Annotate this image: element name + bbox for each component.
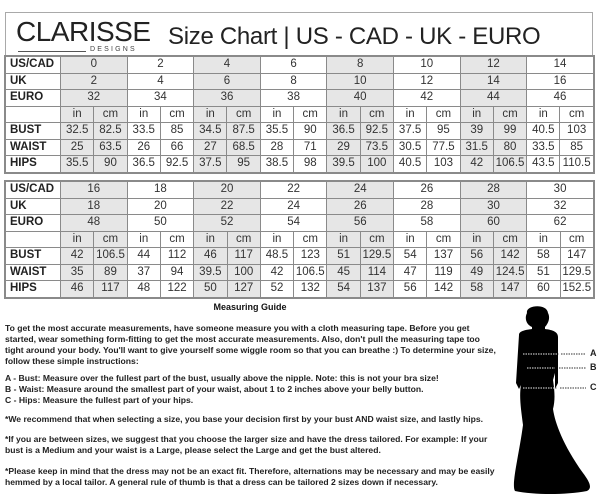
marker-b: B [590, 362, 597, 372]
bust-cm-cell: 87.5 [227, 123, 260, 140]
unit-cm: cm [294, 106, 327, 123]
bust-in-cell: 51 [327, 248, 360, 265]
hips-cm-cell: 98 [294, 156, 327, 173]
hips-in-cell: 40.5 [393, 156, 426, 173]
bust-in-cell: 46 [194, 248, 227, 265]
unit-in: in [327, 106, 360, 123]
size-cell: 42 [393, 90, 460, 107]
waist-cm-cell: 66 [160, 139, 193, 156]
bust-cm-cell: 112 [160, 248, 193, 265]
size-cell: 32 [527, 198, 594, 215]
size-cell: 18 [61, 198, 128, 215]
row-label: HIPS [6, 156, 61, 173]
hips-in-cell: 38.5 [260, 156, 293, 173]
unit-cm: cm [94, 106, 127, 123]
row-label: HIPS [6, 281, 61, 298]
size-cell: 16 [527, 73, 594, 90]
bust-cm-cell: 117 [227, 248, 260, 265]
row-us-cad [6, 182, 594, 199]
size-cell: 32 [61, 90, 128, 107]
waist-in-cell: 26 [127, 139, 160, 156]
unit-cm: cm [227, 106, 260, 123]
bust-cm-cell: 99 [493, 123, 526, 140]
guide-alterations-text: *Please keep in mind that the dress may not be an exact fit. Therefore, alternations may be necessary and may be easily hemmed by a local tailor. A general rule of thumb is that a dress can be tailored 2 sizes down if necessary. [5, 466, 495, 487]
waist-in-cell: 29 [327, 139, 360, 156]
guide-intro-text: To get the most accurate measurements, have someone measure you with a cloth measuring tape. Before you get started, wear something form-fitting to get the most accurate measurements. Also, don't pull the measuring tape too tight around your body. You'll want to give yourself some wiggle room so that you can breathe :) To determine your size, follow these simple instructions: [5, 323, 496, 366]
waist-in-cell: 49 [460, 264, 493, 281]
page-title: Size Chart | US - CAD - UK - EURO [168, 23, 541, 50]
hips-cm-cell: 95 [227, 156, 260, 173]
size-cell: 4 [127, 73, 194, 90]
bust-cm-cell: 129.5 [360, 248, 393, 265]
unit-cm: cm [493, 106, 526, 123]
waist-cm-cell: 129.5 [560, 264, 593, 281]
bust-in-cell: 40.5 [527, 123, 560, 140]
size-cell: 50 [127, 215, 194, 232]
bust-in-cell: 34.5 [194, 123, 227, 140]
row-label: EURO [6, 215, 61, 232]
hips-in-cell: 56 [394, 281, 427, 298]
row-units [6, 106, 594, 123]
hips-in-cell: 60 [527, 281, 560, 298]
size-cell: 30 [527, 182, 594, 199]
guide-step-c: C - Hips: Measure the fullest part of your hips. [5, 395, 194, 405]
size-cell: 58 [394, 215, 461, 232]
bust-cm-cell: 90 [294, 123, 327, 140]
row-label: UK [6, 73, 61, 90]
size-cell: 10 [393, 57, 460, 74]
unit-in: in [460, 106, 493, 123]
guide-alterations [5, 466, 500, 488]
row-label: WAIST [6, 264, 61, 281]
unit-cm: cm [160, 231, 193, 248]
hips-in-cell: 46 [61, 281, 94, 298]
bust-in-cell: 58 [527, 248, 560, 265]
guide-between-sizes [5, 434, 500, 456]
hips-cm-cell: 92.5 [160, 156, 193, 173]
size-cell: 44 [460, 90, 527, 107]
hips-cm-cell: 132 [294, 281, 327, 298]
size-cell: 48 [61, 215, 128, 232]
bust-in-cell: 48.5 [260, 248, 293, 265]
waist-in-cell: 27 [194, 139, 227, 156]
waist-in-cell: 51 [527, 264, 560, 281]
waist-in-cell: 45 [327, 264, 360, 281]
size-cell: 54 [260, 215, 327, 232]
unit-cm: cm [227, 231, 260, 248]
size-cell: 6 [194, 73, 261, 90]
waist-in-cell: 39.5 [194, 264, 227, 281]
waist-cm-cell: 71 [294, 139, 327, 156]
hips-cm-cell: 117 [94, 281, 127, 298]
bust-in-cell: 44 [127, 248, 160, 265]
bust-in-cell: 36.5 [327, 123, 360, 140]
size-cell: 34 [127, 90, 194, 107]
size-cell: 22 [194, 198, 261, 215]
unit-in: in [194, 106, 227, 123]
guide-recommendation [5, 414, 500, 425]
unit-in: in [194, 231, 227, 248]
size-table-2 [5, 181, 594, 298]
hips-cm-cell: 110.5 [560, 156, 593, 173]
size-cell: 6 [260, 57, 327, 74]
bust-cm-cell: 123 [294, 248, 327, 265]
size-cell: 14 [527, 57, 594, 74]
waist-in-cell: 37 [127, 264, 160, 281]
unit-cm: cm [160, 106, 193, 123]
hips-cm-cell: 142 [427, 281, 460, 298]
unit-in: in [61, 231, 94, 248]
hips-cm-cell: 147 [493, 281, 526, 298]
waist-cm-cell: 119 [427, 264, 460, 281]
guide-between-text: *If you are between sizes, we suggest that you choose the larger size and have the dress tailored. For example: If your bust is a Medium and your waist is a Large, please select the Large and get the bust altered. [5, 434, 488, 455]
size-table-1 [5, 56, 594, 173]
waist-cm-cell: 68.5 [227, 139, 260, 156]
hips-cm-cell: 127 [227, 281, 260, 298]
bust-in-cell: 35.5 [260, 123, 293, 140]
hips-in-cell: 50 [194, 281, 227, 298]
unit-in: in [260, 231, 293, 248]
waist-in-cell: 42 [260, 264, 293, 281]
row-hips [6, 156, 594, 173]
bust-in-cell: 32.5 [61, 123, 94, 140]
measuring-guide-title: Measuring Guide [213, 302, 287, 312]
logo-wordmark: CLARISSE [16, 16, 151, 47]
marker-a: A [590, 348, 597, 358]
row-label: WAIST [6, 139, 61, 156]
size-cell: 12 [393, 73, 460, 90]
clarisse-logo [16, 16, 151, 55]
bust-in-cell: 42 [61, 248, 94, 265]
waist-in-cell: 30.5 [393, 139, 426, 156]
hips-in-cell: 39.5 [327, 156, 360, 173]
bust-in-cell: 54 [394, 248, 427, 265]
size-cell: 46 [527, 90, 594, 107]
size-cell: 2 [127, 57, 194, 74]
unit-cm: cm [360, 106, 393, 123]
row-label: BUST [6, 123, 61, 140]
size-cell: 52 [194, 215, 261, 232]
waist-cm-cell: 73.5 [360, 139, 393, 156]
hips-cm-cell: 106.5 [493, 156, 526, 173]
size-cell: 2 [61, 73, 128, 90]
size-cell: 38 [260, 90, 327, 107]
hips-in-cell: 37.5 [194, 156, 227, 173]
unit-in: in [460, 231, 493, 248]
hips-in-cell: 54 [327, 281, 360, 298]
waist-in-cell: 47 [394, 264, 427, 281]
row-euro [6, 90, 594, 107]
unit-cm: cm [94, 231, 127, 248]
row-label: US/CAD [6, 57, 61, 74]
row-waist [6, 139, 594, 156]
unit-in: in [394, 231, 427, 248]
bust-cm-cell: 142 [493, 248, 526, 265]
unit-cm: cm [427, 231, 460, 248]
hips-in-cell: 58 [460, 281, 493, 298]
row-label-empty [6, 231, 61, 248]
size-cell: 26 [394, 182, 461, 199]
size-cell: 20 [127, 198, 194, 215]
unit-in: in [393, 106, 426, 123]
row-uk [6, 73, 594, 90]
row-bust [6, 248, 594, 265]
size-cell: 4 [194, 57, 261, 74]
hips-cm-cell: 137 [360, 281, 393, 298]
bust-cm-cell: 95 [427, 123, 460, 140]
hips-cm-cell: 122 [160, 281, 193, 298]
waist-in-cell: 35 [61, 264, 94, 281]
unit-cm: cm [360, 231, 393, 248]
chart-header [5, 12, 593, 56]
silhouette-icon [505, 305, 600, 496]
bust-cm-cell: 106.5 [94, 248, 127, 265]
hips-cm-cell: 100 [360, 156, 393, 173]
size-cell: 8 [260, 73, 327, 90]
waist-cm-cell: 124.5 [493, 264, 526, 281]
waist-cm-cell: 80 [493, 139, 526, 156]
hips-in-cell: 43.5 [527, 156, 560, 173]
size-cell: 62 [527, 215, 594, 232]
row-label: EURO [6, 90, 61, 107]
hips-in-cell: 52 [260, 281, 293, 298]
bust-cm-cell: 85 [160, 123, 193, 140]
hips-cm-cell: 103 [427, 156, 460, 173]
bust-cm-cell: 103 [560, 123, 593, 140]
unit-cm: cm [493, 231, 526, 248]
hips-in-cell: 36.5 [127, 156, 160, 173]
logo-subtitle: DESIGNS [90, 46, 137, 53]
guide-step-b: B - Waist: Measure around the smallest part of your waist, about 1 to 2 inches above your belly button. [5, 384, 424, 394]
unit-in: in [260, 106, 293, 123]
row-euro [6, 215, 594, 232]
waist-in-cell: 28 [260, 139, 293, 156]
row-units [6, 231, 594, 248]
waist-cm-cell: 100 [227, 264, 260, 281]
hips-in-cell: 42 [460, 156, 493, 173]
bust-cm-cell: 137 [427, 248, 460, 265]
bust-in-cell: 56 [460, 248, 493, 265]
unit-cm: cm [427, 106, 460, 123]
row-waist [6, 264, 594, 281]
hips-in-cell: 48 [127, 281, 160, 298]
size-cell: 60 [460, 215, 527, 232]
marker-c: C [590, 382, 597, 392]
unit-in: in [327, 231, 360, 248]
guide-step-a: A - Bust: Measure over the fullest part of the bust, usually above the nipple. Note: this is not your bra size! [5, 373, 439, 383]
size-cell: 24 [327, 182, 394, 199]
logo-rule [18, 51, 86, 52]
row-us-cad [6, 57, 594, 74]
size-cell: 56 [327, 215, 394, 232]
waist-in-cell: 33.5 [527, 139, 560, 156]
waist-cm-cell: 106.5 [294, 264, 327, 281]
unit-in: in [127, 231, 160, 248]
size-cell: 30 [460, 198, 527, 215]
unit-cm: cm [560, 106, 593, 123]
size-cell: 12 [460, 57, 527, 74]
row-uk [6, 198, 594, 215]
unit-in: in [127, 106, 160, 123]
unit-cm: cm [560, 231, 593, 248]
dress-silhouette-figure [505, 305, 600, 496]
size-cell: 28 [460, 182, 527, 199]
size-cell: 22 [260, 182, 327, 199]
row-label-empty [6, 106, 61, 123]
size-cell: 24 [260, 198, 327, 215]
row-bust [6, 123, 594, 140]
unit-in: in [527, 231, 560, 248]
size-cell: 18 [127, 182, 194, 199]
size-cell: 40 [327, 90, 394, 107]
hips-cm-cell: 90 [94, 156, 127, 173]
row-label: BUST [6, 248, 61, 265]
size-cell: 8 [327, 57, 394, 74]
guide-steps [5, 373, 500, 406]
size-cell: 0 [61, 57, 128, 74]
bust-cm-cell: 82.5 [94, 123, 127, 140]
waist-cm-cell: 89 [94, 264, 127, 281]
bust-cm-cell: 92.5 [360, 123, 393, 140]
row-label: US/CAD [6, 182, 61, 199]
unit-in: in [527, 106, 560, 123]
guide-intro [5, 323, 500, 367]
size-cell: 20 [194, 182, 261, 199]
row-label: UK [6, 198, 61, 215]
bust-in-cell: 33.5 [127, 123, 160, 140]
size-cell: 10 [327, 73, 394, 90]
unit-cm: cm [294, 231, 327, 248]
size-cell: 28 [394, 198, 461, 215]
bust-cm-cell: 147 [560, 248, 593, 265]
waist-cm-cell: 77.5 [427, 139, 460, 156]
size-cell: 16 [61, 182, 128, 199]
waist-cm-cell: 63.5 [94, 139, 127, 156]
unit-in: in [61, 106, 94, 123]
hips-cm-cell: 152.5 [560, 281, 593, 298]
size-cell: 36 [194, 90, 261, 107]
waist-cm-cell: 85 [560, 139, 593, 156]
bust-in-cell: 37.5 [393, 123, 426, 140]
row-hips [6, 281, 594, 298]
bust-in-cell: 39 [460, 123, 493, 140]
size-cell: 14 [460, 73, 527, 90]
waist-cm-cell: 114 [360, 264, 393, 281]
size-cell: 26 [327, 198, 394, 215]
waist-cm-cell: 94 [160, 264, 193, 281]
waist-in-cell: 25 [61, 139, 94, 156]
hips-in-cell: 35.5 [61, 156, 94, 173]
guide-recommendation-text: *We recommend that when selecting a size, you base your decision first by your bust AND waist size, and lastly hips. [5, 414, 484, 424]
waist-in-cell: 31.5 [460, 139, 493, 156]
